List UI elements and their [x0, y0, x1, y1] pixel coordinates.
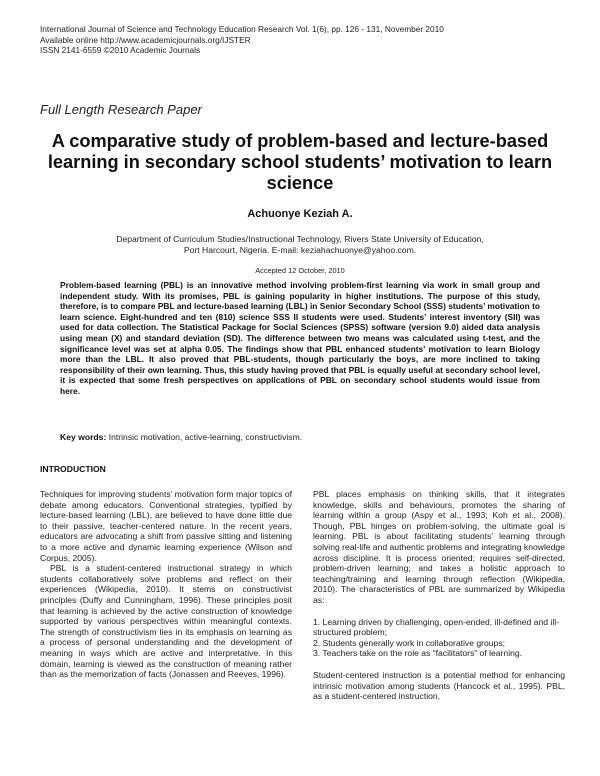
affiliation-line-2: Port Harcourt, Nigeria. E-mail: keziahachuonye@yahoo.com. — [183, 245, 417, 255]
intro-paragraph: Student-centered instruction is a potential method for enhancing intrinsic motivation among students (Hancock et al., 1995). PBL, as a student-centered instruction, — [313, 669, 565, 702]
intro-paragraph: Techniques for improving students’ motivation form major topics of debate among educators. Conventional strategies, typified by lecture-based learning (LBL), are believed to have done little due to their passive, teacher-centered nature. In the recent years, educators are advocating a shift from passive sitting and listening to a more active and dynamic learning experience (Wilson and Corpus, 2005). — [40, 489, 292, 563]
affiliation-line-1: Department of Curriculum Studies/Instructional Technology, Rivers State University of Education, — [116, 234, 484, 244]
author-name: Achuonye Keziah A. — [247, 208, 353, 220]
keywords-text: Intrinsic motivation, active-learning, constructivism. — [106, 432, 303, 442]
journal-issn-line: ISSN 2141-6559 ©2010 Academic Journals — [40, 45, 201, 55]
journal-citation-line: International Journal of Science and Technology Education Research Vol. 1(6), pp. 126 - 131, November 2010 — [40, 24, 444, 34]
paper-title: A comparative study of problem-based and lecture-based learning in secondary school students’ motivation to learn science — [47, 131, 553, 193]
body-column-right — [313, 489, 565, 702]
paper-type-label: Full Length Research Paper — [40, 102, 202, 117]
body-column-left — [40, 489, 292, 680]
abstract-text: Problem-based learning (PBL) is an innovative method involving problem-first learning via work in small group and independent study. With its promises, PBL is gaining popularity in higher institutions. The purpose of this study, therefore, is to compare PBL and lecture-based learning (LBL) in Senior Secondary School (SSS) students’ motivation to learn science. Eight-hundred and ten (810) science SSS II students were used. Students’ interest inventory (SII) was used for data collection. The Statistical Package for Social Sciences (SPSS) software (version 9.0) aided data analysis using mean (X) and standard deviation (SD). The difference between two means was calculated using t-test, and the significance level was set at alpha 0.05. The findings show that PBL enhanced students’ motivation to learn Biology more than the LBL. It also proved that PBL-students, though particularly the boys, are more inclined to taking responsibility of their own learning. Thus, this study having proved that PBL is equally useful at secondary school level, it is expected that some fresh perspectives on applications of PBL on secondary school students would issue from here. — [60, 280, 540, 396]
list-item: 2. Students generally work in collaborative groups; — [313, 637, 506, 648]
accepted-date: Accepted 12 October, 2010 — [255, 266, 345, 275]
keywords — [60, 432, 540, 442]
keywords-label: Key words: — [60, 432, 107, 442]
intro-paragraph: PBL is a student-centered instructional strategy in which students collaboratively solve problems and reflect on their experiences (Wikipedia, 2010). It stems on constructivist principles (Duffy and Cunningham, 1996). These principles posit that learning is achieved by the active construction of knowledge supported by various perspectives within meaningful contexts. The strength of constructivism lies in its emphasis on learning as a process of personal understanding and the development of meaning in ways which are active and interpretative. In this domain, learning is viewed as the construction of meaning rather than as the memorization of facts (Jonassen and Reeves, 1996). — [40, 563, 292, 680]
intro-paragraph: PBL places emphasis on thinking skills, that it integrates knowledge, skills and behaviours, promotes the sharing of learning within a group (Aspy et al., 1993; Koh et al., 2008). Though, PBL hinges on problem-solving, the ultimate goal is learning. PBL is about facilitating students’ learning through solving real-life and authentic problems and integrating knowledge across discipline. It is process oriented; requires self-directed, problem-driven learning; and takes a holistic approach to teaching/training and learning through reflection (Wikipedia, 2010). The characteristics of PBL are summarized by Wikipedia as: — [313, 489, 565, 605]
pbl-characteristics-list — [313, 617, 565, 659]
journal-online-line: Available online http://www.academicjournals.org/IJSTER — [40, 34, 251, 45]
list-item: 3. Teachers take on the role as “facilitators” of learning. — [313, 648, 523, 659]
author-affiliation — [60, 234, 540, 256]
list-item: 1. Learning driven by challenging, open-ended, ill-defined and ill-structured problem; — [313, 616, 560, 638]
journal-header — [40, 24, 560, 56]
section-heading-introduction: INTRODUCTION — [40, 464, 106, 474]
